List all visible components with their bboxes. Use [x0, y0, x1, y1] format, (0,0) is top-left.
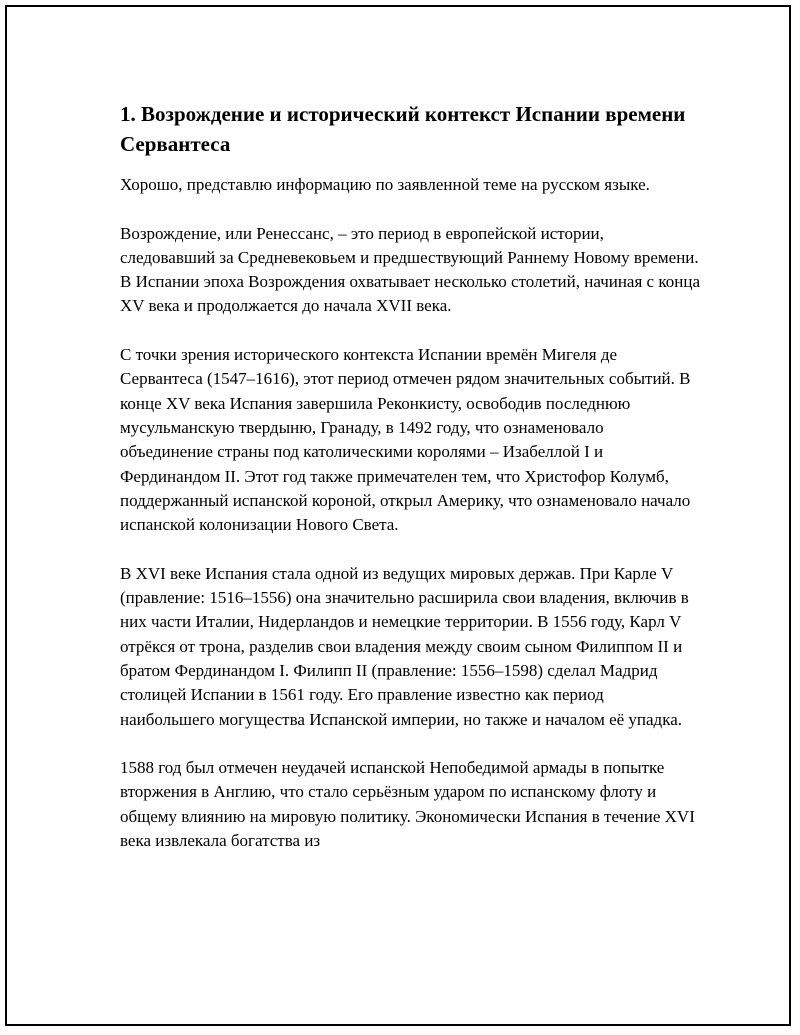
page-frame: [5, 5, 791, 1026]
document-body: [120, 99, 700, 878]
paragraph-armada: 1588 год был отмечен неудачей испанской Непобедимой армады в попытке вторжения в Англию, что стало серьёзным ударом по испанскому флоту и общему влиянию на мировую политику. Экономически Испания в течение XVI века извлекала богатства из: [120, 758, 695, 851]
paragraph-historical-context: С точки зрения исторического контекста Испании времён Мигеля де Сервантеса (1547–1616), этот период отмечен рядом значительных событий. В конце XV века Испания завершила Реконкисту, освободив последнюю мусульманскую твердыню, Гранаду, в 1492 году, что ознаменовало объединение страны под католическими королями – Изабеллой I и Фердинандом II. Этот год также примечателен тем, что Христофор Колумб, поддержанный испанской короной, открыл Америку, что ознаменовало начало испанской колонизации Нового Света.: [120, 345, 691, 535]
section-heading: 1. Возрождение и исторический контекст Испании времени Сервантеса: [120, 102, 686, 156]
paragraph-renaissance: Возрождение, или Ренессанс, – это период в европейской истории, следовавший за Средневековьем и предшествующий Раннему Новому времени. В Испании эпоха Возрождения охватывает несколько столетий, начиная с конца XV века и продолжается до начала XVII века.: [120, 223, 700, 316]
paragraph-intro: Хорошо, представлю информацию по заявленной теме на русском языке.: [120, 175, 650, 194]
paragraph-sixteenth-century: В XVI веке Испания стала одной из ведущих мировых держав. При Карле V (правление: 1516–1556) она значительно расширила свои владения, включив в них части Италии, Нидерландов и немецкие территории. В 1556 году, Карл V отрёкся от трона, разделив свои владения между своим сыном Филиппом II и братом Фердинандом I. Филипп II (правление: 1556–1598) сделал Мадрид столицей Испании в 1561 году. Его правление известно как период наибольшего могущества Испанской империи, но также и началом её упадка.: [120, 563, 689, 729]
